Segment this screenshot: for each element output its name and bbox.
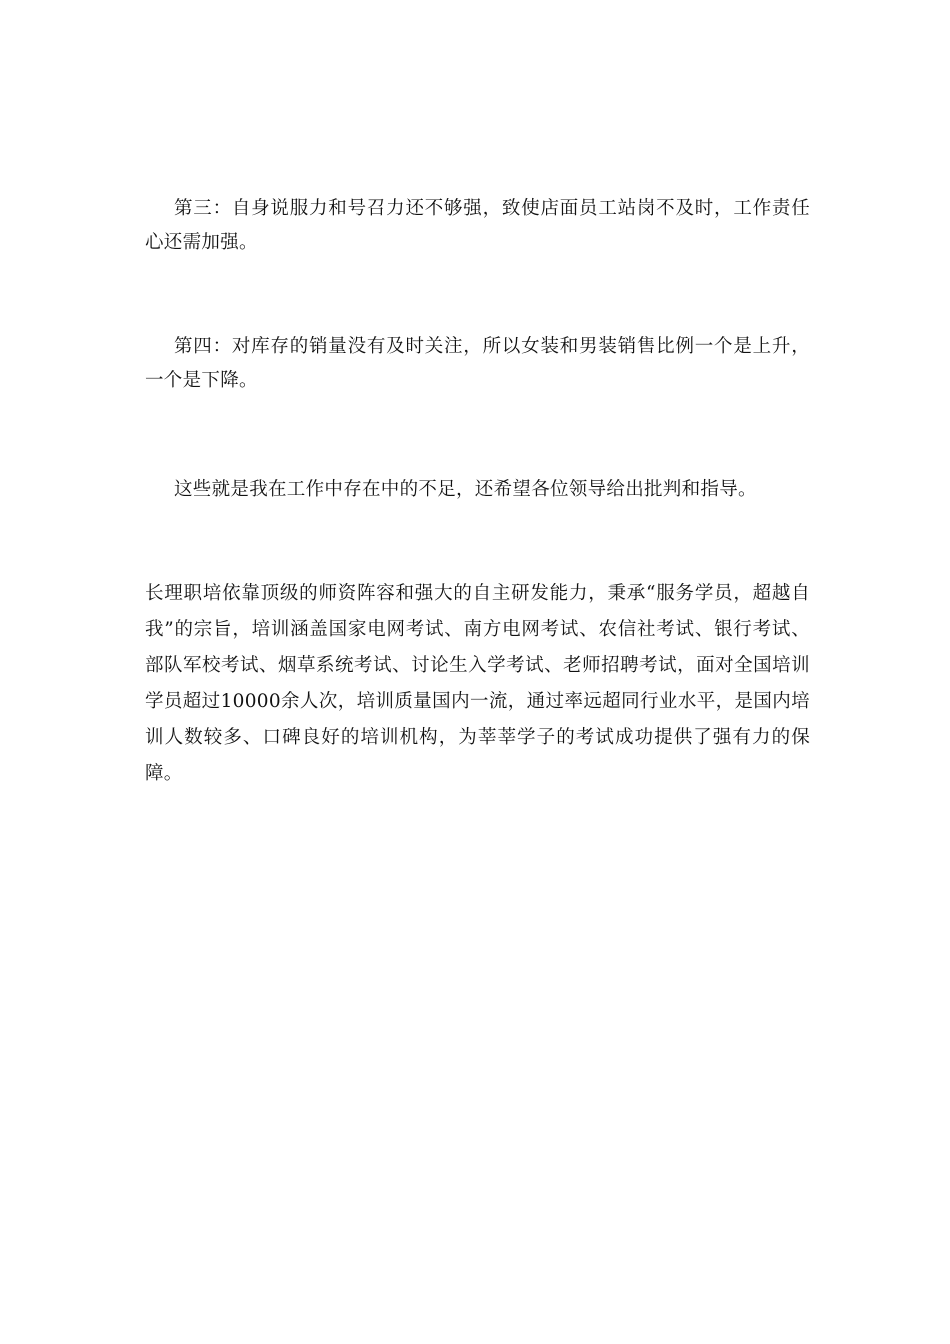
paragraph-fourth-point: 第四：对库存的销量没有及时关注，所以女装和男装销售比例一个是上升，一个是下降。 — [145, 336, 810, 391]
paragraph-third-point: 第三：自身说服力和号召力还不够强，致使店面员工站岗不及时，工作责任心还需加强。 — [145, 198, 810, 253]
paragraph-advertisement: 长理职培依靠顶级的师资阵容和强大的自主研发能力，秉承“服务学员，超越自我”的宗旨，培训涵盖国家电网考试、南方电网考试、农信社考试、银行考试、部队军校考试、烟草系统考试、讨论生入学考试、老师招聘考试，面对全国培训学员超过10000余人次，培训质量国内一流，通过率远超同行业水平，是国内培训人数较多、口碑良好的培训机构，为莘莘学子的考试成功提供了强有力的保障。 — [145, 583, 810, 784]
paragraph-conclusion: 这些就是我在工作中存在中的不足，还希望各位领导给出批判和指导。 — [174, 479, 757, 500]
